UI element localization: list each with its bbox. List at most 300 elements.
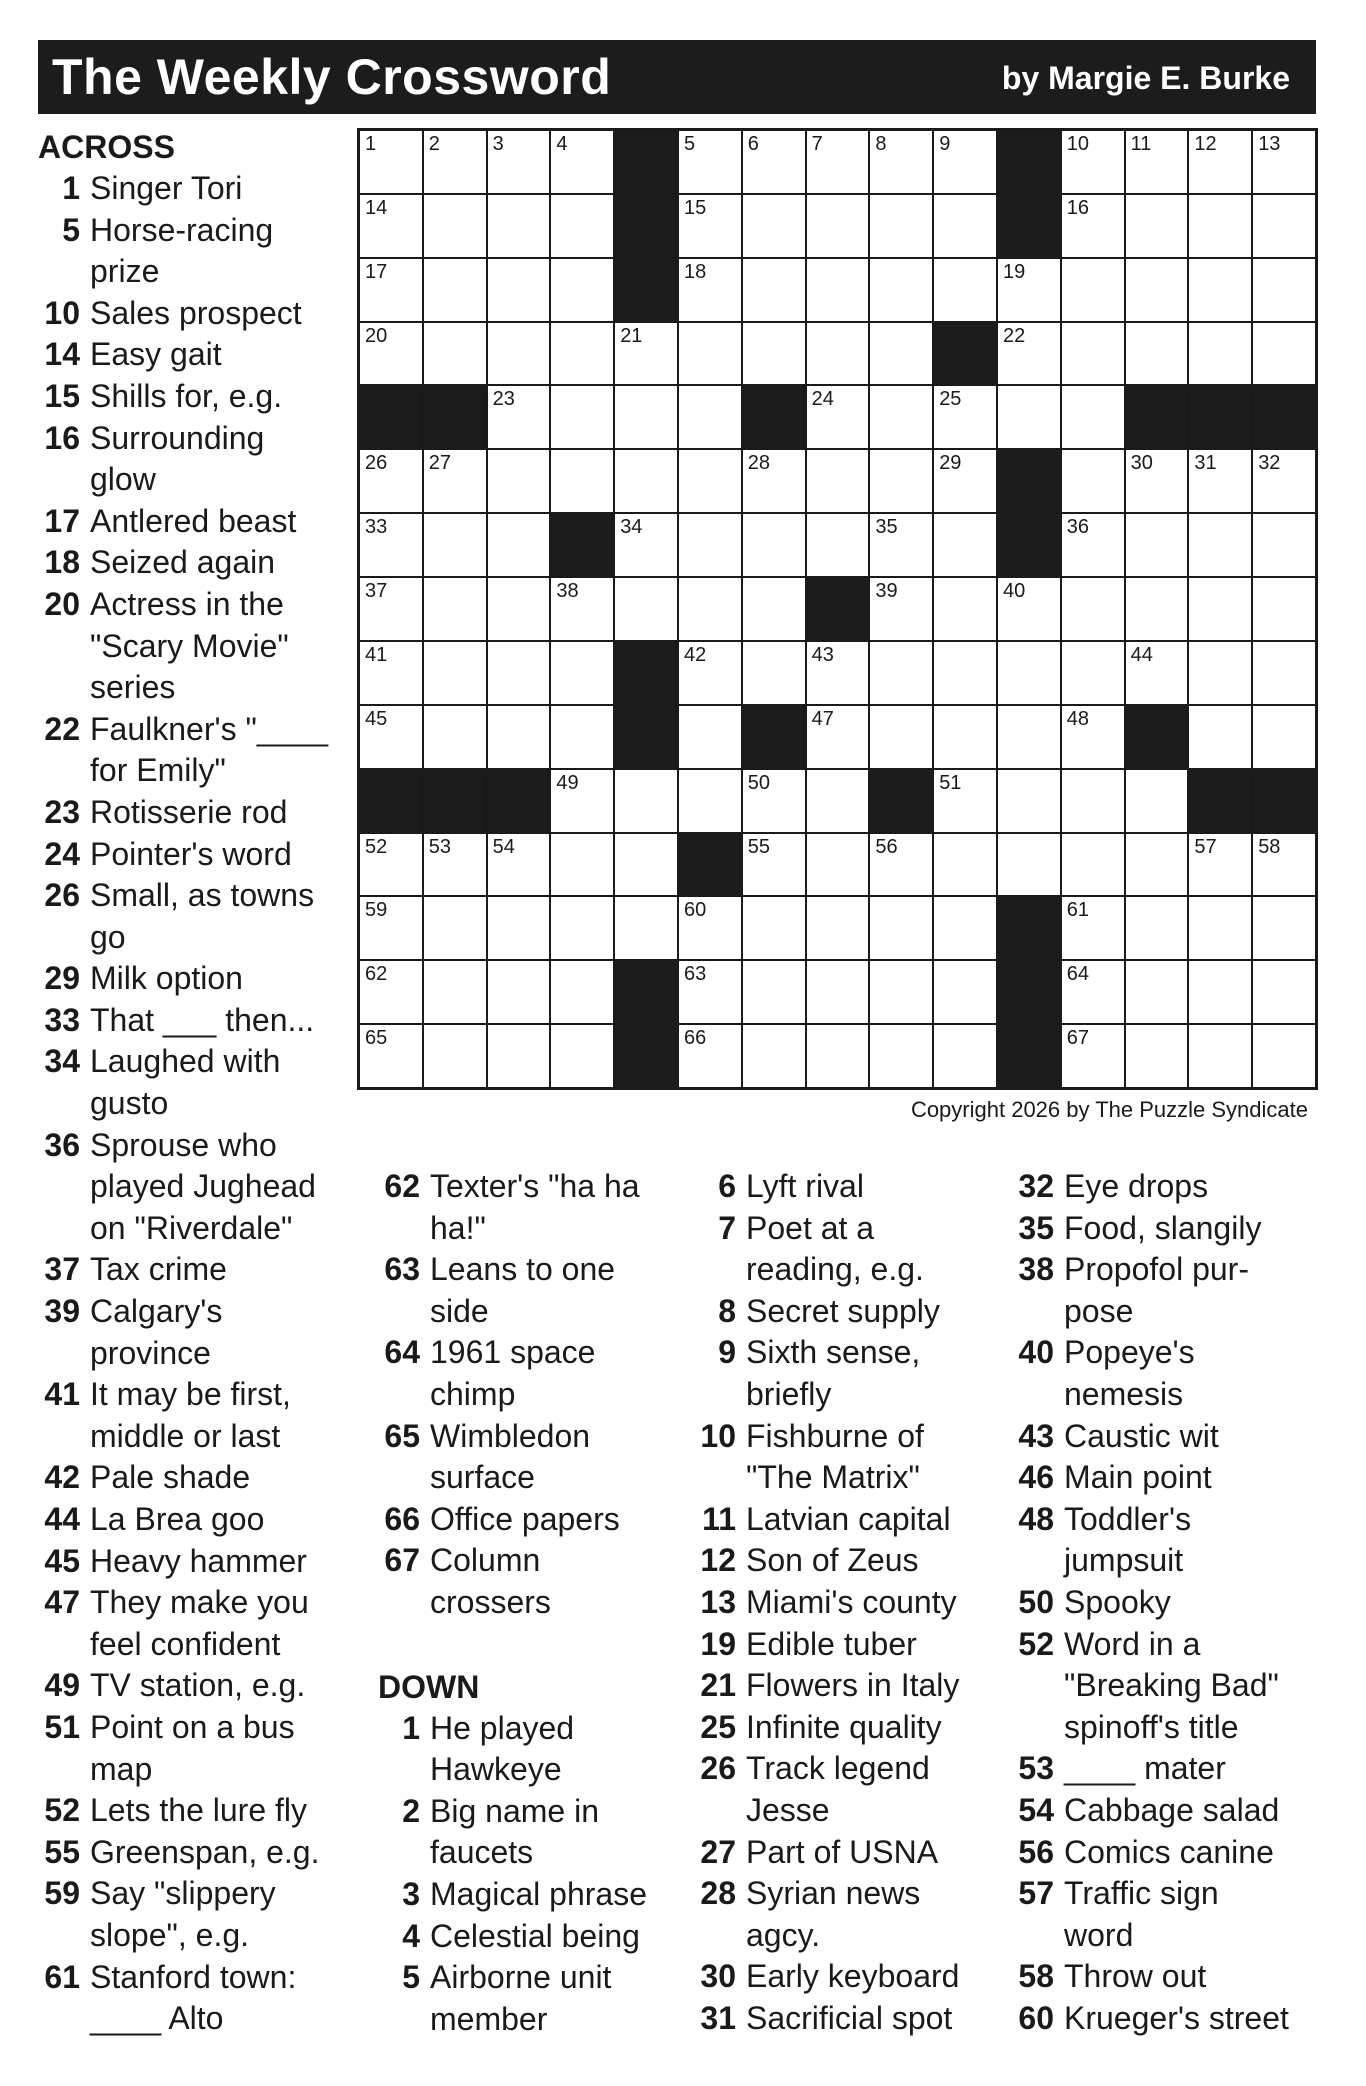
clue-number: 13 (700, 1583, 736, 1620)
grid-cell[interactable] (1189, 323, 1251, 385)
grid-cell[interactable] (488, 1025, 550, 1087)
grid-cell[interactable] (679, 259, 741, 321)
clue-line: Column (430, 1542, 541, 1579)
clue-text (1064, 1748, 1328, 1790)
grid-cell[interactable] (1189, 195, 1251, 257)
grid-cell[interactable] (551, 131, 613, 193)
grid-cell[interactable] (870, 195, 932, 257)
clue-item (38, 1582, 354, 1665)
grid-cell[interactable] (1126, 131, 1188, 193)
grid-cell[interactable] (934, 961, 996, 1023)
grid-cell[interactable] (1062, 834, 1124, 896)
grid-cell[interactable] (679, 514, 741, 576)
black-square (615, 642, 677, 704)
grid-cell[interactable] (1189, 897, 1251, 959)
clue-item (1012, 1790, 1328, 1832)
grid-cell[interactable] (870, 706, 932, 768)
puzzle-author: by Margie E. Burke (1001, 60, 1290, 96)
grid-cell[interactable] (934, 195, 996, 257)
grid-cell[interactable] (360, 514, 422, 576)
grid-cell[interactable] (424, 1025, 486, 1087)
grid-cell[interactable] (1062, 1025, 1124, 1087)
grid-cell[interactable] (743, 961, 805, 1023)
grid-cell[interactable] (679, 323, 741, 385)
grid-cell[interactable] (615, 386, 677, 448)
grid-cell[interactable] (807, 961, 869, 1023)
grid-cell[interactable] (1062, 323, 1124, 385)
cell-number: 1 (365, 133, 377, 155)
grid-cell[interactable] (1062, 961, 1124, 1023)
grid-cell[interactable] (1253, 961, 1315, 1023)
grid-cell[interactable] (615, 578, 677, 640)
grid-cell[interactable] (870, 259, 932, 321)
grid-cell[interactable] (679, 578, 741, 640)
clue-line: slope", e.g. (90, 1916, 250, 1953)
clue-text (1064, 1790, 1328, 1832)
grid-cell[interactable] (998, 642, 1060, 704)
clue-number: 58 (1018, 1958, 1054, 1995)
grid-cell[interactable] (1062, 578, 1124, 640)
clue-number: 7 (718, 1209, 736, 1246)
clue-text (90, 210, 354, 293)
grid-cell[interactable] (488, 450, 550, 512)
clue-item (38, 293, 354, 335)
clue-number: 54 (1018, 1791, 1054, 1828)
grid-cell[interactable] (360, 897, 422, 959)
clue-number: 30 (700, 1958, 736, 1995)
grid-cell[interactable] (1253, 323, 1315, 385)
grid-cell[interactable] (1062, 770, 1124, 832)
grid-cell[interactable] (807, 897, 869, 959)
grid-cell[interactable] (934, 450, 996, 512)
grid-cell[interactable] (934, 386, 996, 448)
grid-cell[interactable] (807, 642, 869, 704)
grid-cell[interactable] (424, 642, 486, 704)
grid-cell[interactable] (934, 770, 996, 832)
grid-cell[interactable] (679, 897, 741, 959)
clue-item (38, 1000, 354, 1042)
clue-line: He played (430, 1709, 575, 1746)
cell-number: 48 (1066, 707, 1090, 730)
grid-cell[interactable] (424, 897, 486, 959)
grid-cell[interactable] (934, 897, 996, 959)
clue-text (1064, 1499, 1328, 1582)
clue-line: Celestial being (430, 1917, 640, 1954)
grid-cell[interactable] (743, 514, 805, 576)
grid-cell[interactable] (743, 131, 805, 193)
black-square (615, 259, 677, 321)
grid-cell[interactable] (1126, 514, 1188, 576)
grid-cell[interactable] (807, 834, 869, 896)
cell-number: 50 (747, 771, 771, 794)
grid-cell[interactable] (551, 770, 613, 832)
grid-cell[interactable] (488, 323, 550, 385)
clue-item (694, 1499, 1004, 1541)
grid-cell[interactable] (424, 706, 486, 768)
grid-cell[interactable] (424, 834, 486, 896)
grid-cell[interactable] (934, 131, 996, 193)
grid-cell[interactable] (360, 323, 422, 385)
clue-line: Popeye's (1064, 1334, 1195, 1371)
grid-cell[interactable] (551, 578, 613, 640)
grid-cell[interactable] (488, 131, 550, 193)
grid-cell[interactable] (1126, 1025, 1188, 1087)
cell-number: 51 (939, 771, 962, 794)
grid-cell[interactable] (1126, 578, 1188, 640)
grid-cell[interactable] (934, 514, 996, 576)
grid-cell[interactable] (424, 259, 486, 321)
grid-cell[interactable] (998, 834, 1060, 896)
grid-cell[interactable] (551, 897, 613, 959)
grid-cell[interactable] (1253, 450, 1315, 512)
grid-cell[interactable] (360, 578, 422, 640)
grid-cell[interactable] (679, 386, 741, 448)
grid-cell[interactable] (934, 642, 996, 704)
clue-text (90, 1499, 354, 1541)
grid-cell[interactable] (1189, 450, 1251, 512)
grid-cell[interactable] (870, 578, 932, 640)
grid-cell[interactable] (488, 259, 550, 321)
grid-cell[interactable] (488, 897, 550, 959)
grid-cell[interactable] (551, 386, 613, 448)
clue-item (1012, 1249, 1328, 1332)
grid-cell[interactable] (807, 706, 869, 768)
clue-text (746, 1166, 1004, 1208)
cell-number: 53 (428, 835, 452, 858)
grid-cell[interactable] (360, 642, 422, 704)
clue-text (746, 1748, 1004, 1831)
grid-cell[interactable] (934, 578, 996, 640)
grid-cell[interactable] (807, 450, 869, 512)
grid-cell[interactable] (1253, 131, 1315, 193)
grid-cell[interactable] (1253, 706, 1315, 768)
grid-cell[interactable] (424, 578, 486, 640)
clue-text (90, 501, 354, 543)
cell-number: 46 (620, 707, 643, 730)
clue-item (38, 584, 354, 709)
grid-cell[interactable] (424, 323, 486, 385)
clue-text (430, 1416, 678, 1499)
grid-cell[interactable] (360, 131, 422, 193)
clue-text (90, 1000, 354, 1042)
clue-line: Sprouse who (90, 1126, 277, 1163)
grid-cell[interactable] (998, 386, 1060, 448)
grid-cell[interactable] (679, 706, 741, 768)
grid-cell[interactable] (934, 706, 996, 768)
grid-cell[interactable] (1126, 259, 1188, 321)
cell-number: 5 (683, 133, 696, 155)
grid-cell[interactable] (1189, 961, 1251, 1023)
clue-number: 15 (44, 377, 80, 414)
clue-item (38, 1291, 354, 1374)
clue-number: 4 (402, 1917, 420, 1954)
clue-text (746, 1291, 1004, 1333)
grid-cell[interactable] (551, 961, 613, 1023)
cell-number: 63 (683, 963, 707, 986)
black-square (743, 706, 805, 768)
grid-cell[interactable] (743, 770, 805, 832)
grid-cell[interactable] (679, 642, 741, 704)
grid-cell[interactable] (870, 323, 932, 385)
cell-number: 60 (683, 899, 707, 922)
clue-text (746, 1873, 1004, 1956)
clue-text (90, 293, 354, 335)
grid-cell[interactable] (1126, 834, 1188, 896)
grid-cell[interactable] (615, 323, 677, 385)
grid-cell[interactable] (807, 1025, 869, 1087)
clue-number: 3 (402, 1875, 420, 1912)
grid-cell[interactable] (807, 386, 869, 448)
grid-cell[interactable] (1253, 834, 1315, 896)
grid-cell[interactable] (551, 1025, 613, 1087)
cell-number: 66 (683, 1027, 707, 1050)
grid-cell[interactable] (870, 897, 932, 959)
grid-cell[interactable] (615, 770, 677, 832)
clue-item (38, 334, 354, 376)
clue-item (38, 1457, 354, 1499)
grid-cell[interactable] (1189, 706, 1251, 768)
clue-item (694, 1332, 1004, 1415)
grid-cell[interactable] (679, 450, 741, 512)
grid-cell[interactable] (679, 195, 741, 257)
clue-line: chimp (430, 1375, 516, 1412)
grid-cell[interactable] (1062, 195, 1124, 257)
grid-cell[interactable] (743, 1025, 805, 1087)
grid-cell[interactable] (1062, 131, 1124, 193)
grid-cell[interactable] (1126, 323, 1188, 385)
clue-number: 67 (384, 1542, 420, 1579)
grid-cell[interactable] (870, 514, 932, 576)
clue-line: Office papers (430, 1500, 620, 1537)
grid-cell[interactable] (1189, 131, 1251, 193)
grid-cell[interactable] (743, 642, 805, 704)
grid-cell[interactable] (934, 259, 996, 321)
grid-cell[interactable] (424, 195, 486, 257)
clue-text (90, 168, 354, 210)
clue-text (746, 1208, 1004, 1291)
clue-text (90, 1249, 354, 1291)
clue-item (38, 792, 354, 834)
grid-cell[interactable] (1062, 706, 1124, 768)
clue-item (38, 709, 354, 792)
grid-cell[interactable] (870, 961, 932, 1023)
grid-cell[interactable] (870, 642, 932, 704)
grid-cell[interactable] (870, 1025, 932, 1087)
grid-cell[interactable] (743, 323, 805, 385)
grid-cell[interactable] (1253, 897, 1315, 959)
grid-cell[interactable] (679, 1025, 741, 1087)
clue-text (746, 1998, 1004, 2040)
grid-cell[interactable] (424, 131, 486, 193)
grid-cell[interactable] (360, 259, 422, 321)
grid-cell[interactable] (743, 578, 805, 640)
cell-number: 39 (875, 580, 898, 603)
clue-number: 6 (718, 1168, 736, 1204)
grid-cell[interactable] (870, 450, 932, 512)
grid-cell[interactable] (360, 450, 422, 512)
grid-cell[interactable] (360, 834, 422, 896)
grid-cell[interactable] (551, 450, 613, 512)
grid-cell[interactable] (807, 514, 869, 576)
clue-item (38, 210, 354, 293)
clue-number: 48 (1018, 1500, 1054, 1537)
grid-cell[interactable] (1126, 195, 1188, 257)
grid-cell[interactable] (488, 195, 550, 257)
grid-cell[interactable] (488, 642, 550, 704)
grid-cell[interactable] (870, 834, 932, 896)
grid-cell[interactable] (1189, 514, 1251, 576)
black-square (615, 706, 677, 768)
grid-cell[interactable] (998, 323, 1060, 385)
grid-cell[interactable] (743, 195, 805, 257)
grid-cell[interactable] (807, 323, 869, 385)
grid-cell[interactable] (551, 259, 613, 321)
across-heading: ACROSS (38, 129, 175, 165)
grid-cell[interactable] (807, 259, 869, 321)
grid-cell[interactable] (615, 450, 677, 512)
grid-cell[interactable] (1062, 259, 1124, 321)
clue-line: Horse-racing (90, 211, 274, 248)
clue-number: 40 (1018, 1334, 1054, 1371)
grid-cell[interactable] (488, 386, 550, 448)
grid-cell[interactable] (998, 578, 1060, 640)
clue-item (694, 1748, 1004, 1831)
grid-cell[interactable] (551, 323, 613, 385)
clue-text (430, 1916, 678, 1958)
clue-number: 9 (718, 1334, 736, 1371)
grid-cell[interactable] (1126, 770, 1188, 832)
grid-cell[interactable] (1126, 897, 1188, 959)
clue-line: Krueger's street (1064, 1999, 1289, 2036)
grid-cell[interactable] (488, 706, 550, 768)
grid-cell[interactable] (615, 514, 677, 576)
grid-cell[interactable] (1253, 514, 1315, 576)
clue-item (38, 1832, 354, 1874)
clue-text (1064, 1249, 1328, 1332)
cell-number: 33 (365, 516, 388, 539)
grid-cell[interactable] (360, 961, 422, 1023)
clue-text (746, 1499, 1004, 1541)
cell-number: 29 (939, 452, 962, 475)
grid-cell[interactable] (807, 770, 869, 832)
cell-number: 28 (747, 452, 771, 475)
clue-item (1012, 1332, 1328, 1415)
clue-text (90, 1873, 354, 1956)
grid-cell[interactable] (934, 834, 996, 896)
grid-cell[interactable] (488, 578, 550, 640)
clue-line: Throw out (1064, 1958, 1207, 1995)
grid-cell[interactable] (615, 897, 677, 959)
clue-line: They make you (90, 1584, 309, 1621)
grid-cell[interactable] (1253, 578, 1315, 640)
grid-cell[interactable] (1126, 450, 1188, 512)
grid-cell[interactable] (1062, 897, 1124, 959)
grid-cell[interactable] (1253, 259, 1315, 321)
grid-cell[interactable] (1062, 450, 1124, 512)
grid-cell[interactable] (1062, 514, 1124, 576)
grid-cell[interactable] (1189, 259, 1251, 321)
grid-cell[interactable] (1062, 386, 1124, 448)
grid-cell[interactable] (998, 770, 1060, 832)
grid-cell[interactable] (807, 195, 869, 257)
clue-line: gusto (90, 1085, 169, 1122)
clue-item (38, 1125, 354, 1250)
grid-cell[interactable] (424, 961, 486, 1023)
clue-line: middle or last (90, 1417, 281, 1454)
clue-line: Greenspan, e.g. (90, 1833, 320, 1870)
grid-cell[interactable] (424, 450, 486, 512)
grid-cell[interactable] (360, 195, 422, 257)
cell-number: 14 (365, 196, 388, 219)
grid-cell[interactable] (679, 131, 741, 193)
black-square (998, 131, 1060, 193)
grid-cell[interactable] (1062, 642, 1124, 704)
clue-line: "The Matrix" (746, 1459, 920, 1496)
grid-cell[interactable] (551, 195, 613, 257)
grid-cell[interactable] (551, 642, 613, 704)
clue-line: feel confident (90, 1625, 281, 1662)
clue-line: side (430, 1292, 489, 1329)
clue-number: 44 (44, 1501, 80, 1537)
grid-cell[interactable] (1189, 642, 1251, 704)
cell-number: 47 (811, 707, 834, 730)
clue-line: Leans to one (430, 1251, 616, 1288)
grid-cell[interactable] (934, 1025, 996, 1087)
grid-cell[interactable] (1189, 578, 1251, 640)
grid-cell[interactable] (743, 834, 805, 896)
clue-line: nemesis (1064, 1375, 1184, 1412)
clue-text (90, 1790, 354, 1832)
grid-cell[interactable] (1126, 961, 1188, 1023)
grid-cell[interactable] (1189, 834, 1251, 896)
grid-cell[interactable] (743, 259, 805, 321)
grid-cell[interactable] (870, 131, 932, 193)
clue-text (1064, 1582, 1328, 1624)
grid-cell[interactable] (551, 834, 613, 896)
clue-item (38, 1790, 354, 1832)
grid-cell[interactable] (1253, 642, 1315, 704)
grid-cell[interactable] (488, 834, 550, 896)
grid-cell[interactable] (360, 1025, 422, 1087)
grid-cell[interactable] (1253, 1025, 1315, 1087)
clue-number: 29 (44, 960, 80, 997)
grid-cell[interactable] (1253, 195, 1315, 257)
grid-cell[interactable] (551, 706, 613, 768)
clue-line: Food, slangily (1064, 1209, 1262, 1246)
clue-item (38, 1541, 354, 1583)
cell-number: 62 (365, 963, 388, 986)
clue-line: Caustic wit (1064, 1417, 1219, 1454)
grid-cell[interactable] (998, 706, 1060, 768)
grid-cell[interactable] (424, 514, 486, 576)
grid-cell[interactable] (870, 386, 932, 448)
clue-text (746, 1665, 1004, 1707)
clue-line: Pointer's word (90, 835, 292, 872)
grid-cell[interactable] (679, 961, 741, 1023)
grid-cell[interactable] (743, 897, 805, 959)
grid-cell[interactable] (488, 514, 550, 576)
grid-cell[interactable] (615, 834, 677, 896)
grid-cell[interactable] (1126, 642, 1188, 704)
grid-cell[interactable] (998, 259, 1060, 321)
grid-cell[interactable] (679, 770, 741, 832)
grid-cell[interactable] (743, 450, 805, 512)
grid-cell[interactable] (807, 131, 869, 193)
grid-cell[interactable] (1189, 1025, 1251, 1087)
cell-number: 13 (1258, 133, 1281, 155)
grid-cell[interactable] (488, 961, 550, 1023)
grid-cell[interactable] (360, 706, 422, 768)
